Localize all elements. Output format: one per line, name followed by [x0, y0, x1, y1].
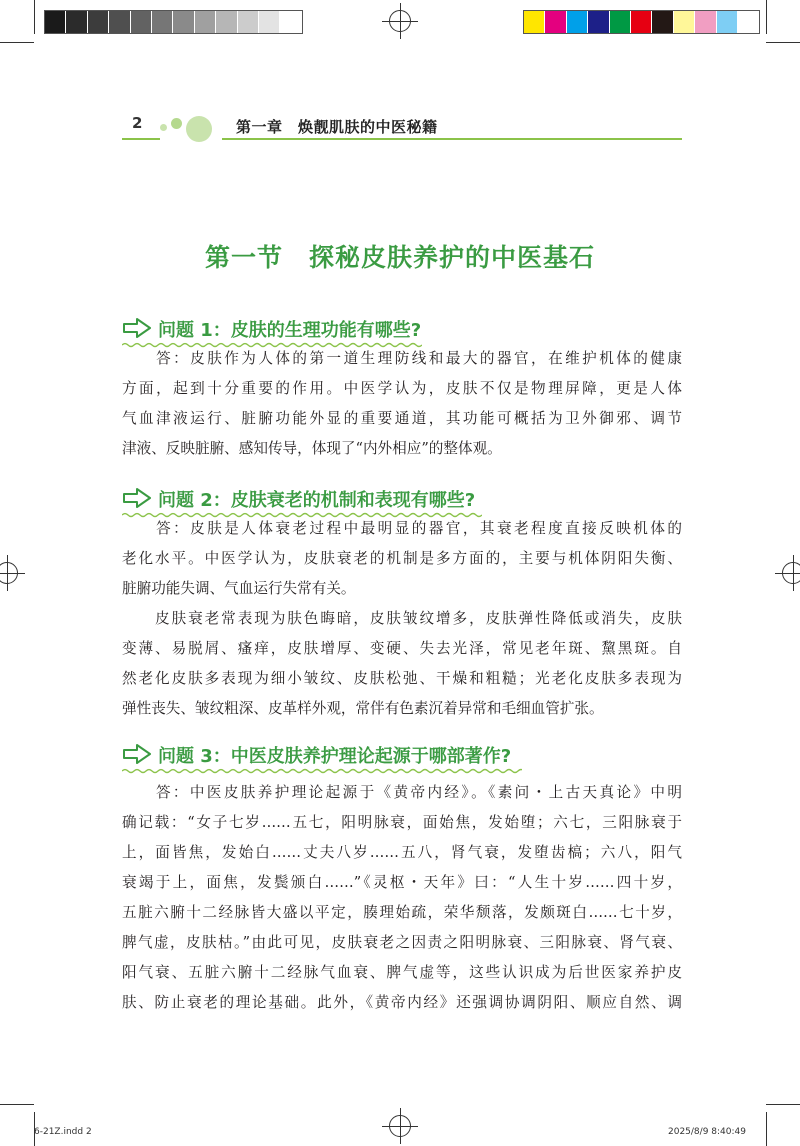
slug-file-name: 6-21Z.indd 2 [34, 1127, 92, 1137]
grayscale-calibration-bar [44, 10, 303, 34]
calibration-swatch [216, 11, 237, 33]
color-calibration-bar [523, 10, 760, 34]
arrow-icon [122, 318, 152, 338]
text-line: 老化水平。中医学认为，皮肤衰老的机制是多方面的，主要与机体阴阳失衡、 [122, 550, 682, 567]
answer-paragraph [122, 514, 682, 604]
section-title: 第一节 探秘皮肤养护的中医基石 [204, 243, 595, 272]
registration-mark-left [0, 562, 18, 584]
text-line: 阳气衰、五脏六腑十二经脉气血衰、脾气虚等，这些认识成为后世医家养护皮 [122, 964, 682, 981]
calibration-swatch [259, 11, 280, 33]
calibration-swatch [280, 11, 301, 33]
text-line: 脏腑功能失调、气血运行失常有关。 [122, 580, 356, 597]
text-line: 津液、反映脏腑、感知传导，体现了“内外相应”的整体观。 [122, 440, 502, 457]
calibration-swatch [652, 11, 673, 33]
text-line: 五脏六腑十二经脉皆大盛以平定，腠理始疏，荣华颓落，发颇斑白……七十岁， [122, 904, 682, 921]
header-rule-right [222, 138, 682, 140]
answer-paragraph [122, 344, 682, 464]
calibration-swatch [717, 11, 738, 33]
answer-paragraph [122, 778, 682, 1018]
registration-mark-right [782, 562, 800, 584]
crop-mark [0, 42, 34, 43]
calibration-swatch [738, 11, 759, 33]
calibration-swatch [610, 11, 631, 33]
text-line: 气血津液运行、脏腑功能外显的重要通道，其功能可概括为卫外御邪、调节 [122, 410, 682, 427]
crop-mark [766, 1112, 767, 1146]
calibration-swatch [173, 11, 194, 33]
crop-mark [34, 0, 35, 34]
text-line: 皮肤衰老常表现为肤色晦暗，皮肤皱纹增多，皮肤弹性降低或消失，皮肤 [122, 610, 682, 627]
question-title: 问题 3：中医皮肤养护理论起源于哪部著作? [158, 746, 512, 767]
text-line: 变薄、易脱屑、瘙痒，皮肤增厚、变硬、失去光泽，常见老年斑、黧黑斑。自 [122, 640, 682, 657]
calibration-swatch [45, 11, 66, 33]
calibration-swatch [109, 11, 130, 33]
slug-timestamp: 2025/8/9 8:40:49 [668, 1127, 746, 1137]
crop-mark [766, 1104, 800, 1105]
calibration-swatch [567, 11, 588, 33]
question-title: 问题 1：皮肤的生理功能有哪些? [158, 320, 422, 341]
calibration-swatch [131, 11, 152, 33]
calibration-swatch [588, 11, 609, 33]
text-line: 方面，起到十分重要的作用。中医学认为，皮肤不仅是物理屏障，更是人体 [122, 380, 682, 397]
chapter-title: 第一章 焕靓肌肤的中医秘籍 [236, 118, 438, 136]
calibration-swatch [88, 11, 109, 33]
text-line: 答：中医皮肤养护理论起源于《黄帝内经》。《素问・上古天真论》中明 [122, 784, 682, 801]
calibration-swatch [545, 11, 566, 33]
page-number: 2 [132, 114, 143, 132]
crop-mark [766, 42, 800, 43]
text-line: 答：皮肤是人体衰老过程中最明显的器官，其衰老程度直接反映机体的 [122, 520, 682, 537]
arrow-icon [122, 744, 152, 764]
text-line: 答：皮肤作为人体的第一道生理防线和最大的器官，在维护机体的健康 [122, 350, 682, 367]
calibration-swatch [238, 11, 259, 33]
text-line: 脾气虚，皮肤枯。”由此可见，皮肤衰老之因责之阳明脉衰、三阳脉衰、肾气衰、 [122, 934, 682, 951]
answer-paragraph [122, 604, 682, 724]
text-line: 上，面皆焦，发始白……丈夫八岁……五八，肾气衰，发堕齿槁；六八，阳气 [122, 844, 682, 861]
wavy-underline [122, 768, 522, 774]
arrow-icon [122, 488, 152, 508]
crop-mark [766, 0, 767, 34]
calibration-swatch [695, 11, 716, 33]
text-line: 弹性丧失、皱纹粗深、皮革样外观，常伴有色素沉着异常和毛细血管扩张。 [122, 700, 604, 717]
calibration-swatch [631, 11, 652, 33]
registration-mark-bottom [389, 1115, 411, 1137]
registration-mark-top [389, 10, 411, 32]
calibration-swatch [152, 11, 173, 33]
question-title: 问题 2：皮肤衰老的机制和表现有哪些? [158, 490, 476, 511]
header-rule-left [122, 138, 160, 140]
text-line: 衰竭于上，面焦，发鬓颁白……”《灵枢・天年》曰：“人生十岁……四十岁， [122, 874, 682, 891]
calibration-swatch [524, 11, 545, 33]
text-line: 然老化皮肤多表现为细小皱纹、皮肤松弛、干燥和粗糙；光老化皮肤多表现为 [122, 670, 682, 687]
text-line: 肤、防止衰老的理论基础。此外，《黄帝内经》还强调协调阴阳、顺应自然、调 [122, 994, 682, 1011]
calibration-swatch [66, 11, 87, 33]
calibration-swatch [674, 11, 695, 33]
text-line: 确记载：“女子七岁……五七，阳明脉衰，面始焦，发始堕；六七，三阳脉衰于 [122, 814, 682, 831]
calibration-swatch [195, 11, 216, 33]
crop-mark [0, 1104, 34, 1105]
